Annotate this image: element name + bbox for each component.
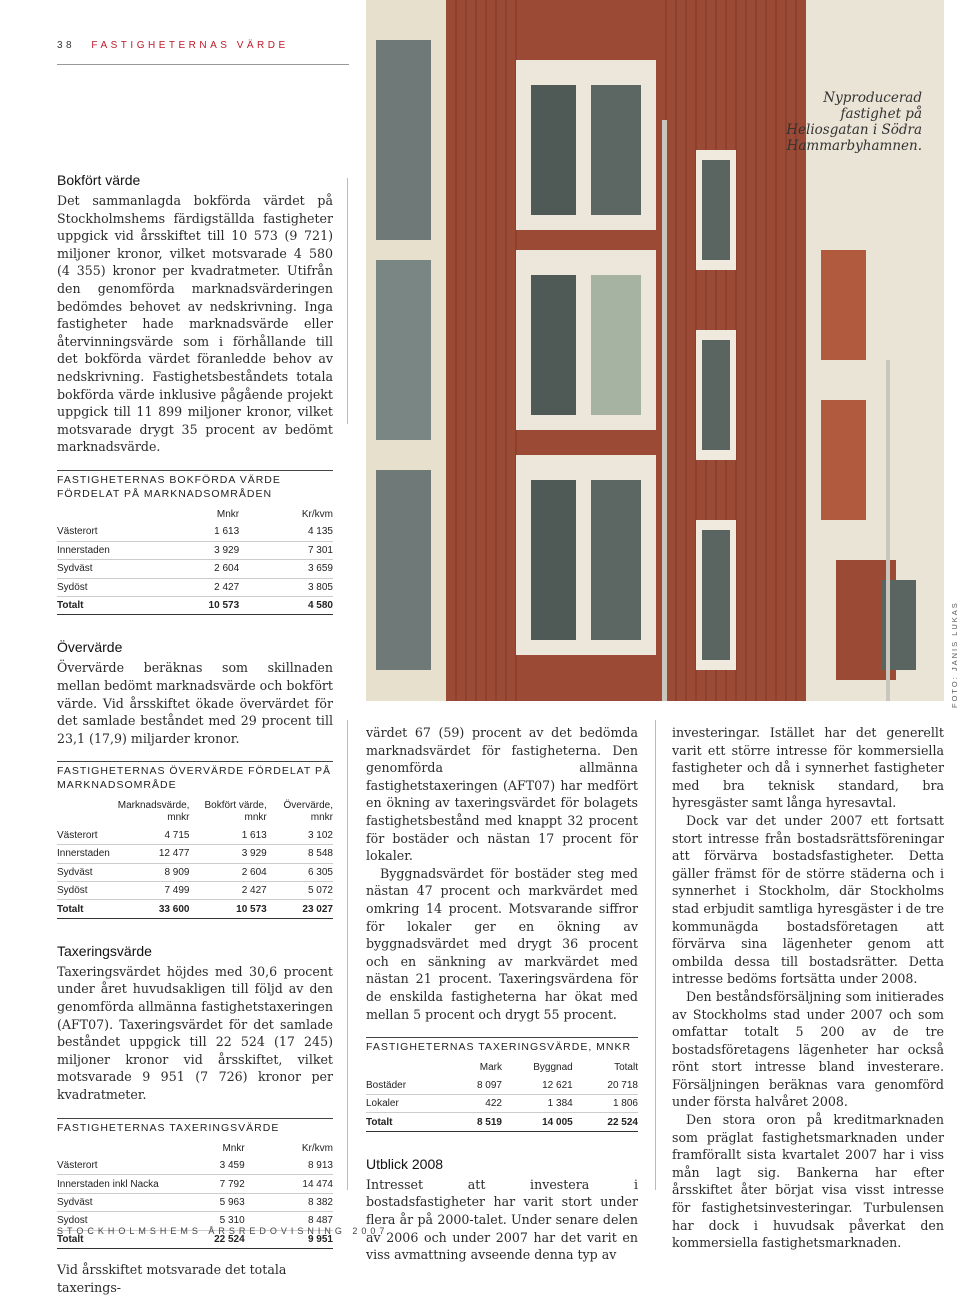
column-3 [672,724,944,1252]
paragraph: Den beståndsförsäljning som initierades av Stockholms stad under 2007 och som omfattar totalt 5 200 av de tre bostadsföretagens lägenheter har också rönt stort intresse bland investerare. Försäljningen beräknas vara genomförd under första halvåret 2008. [672,988,944,1110]
table-row: Sydöst 2 427 3 805 [57,578,333,596]
page-number: 38 [57,40,76,51]
column-header: Bokfört värde, mnkr [204,800,267,824]
paragraph-continuation: Vid årsskiftet motsvarade det totala taxerings- [57,1261,287,1295]
page-footer: STOCKHOLMSHEMS ÅRSREDOVISNING 2007 [57,1226,389,1236]
table-row: Lokaler 422 1 384 1 806 [366,1094,638,1112]
table-total-row: Totalt 33 600 10 573 23 027 [57,900,333,918]
heading-utblick: Utblick 2008 [366,1155,444,1172]
table-title: FASTIGHETERNAS TAXERINGSVÄRDE, MNKR [366,1037,638,1054]
column-header: Mnkr [222,1142,245,1154]
table-title: FASTIGHETERNAS BOKFÖRDA VÄRDE FÖRDELAT PÅ MARKNADSOMRÅDEN [57,470,333,501]
paragraph-utblick: Intresset att investera i bostadsfastigheter har varit stort under flera år på 2000-talet. Under senare delen av 2006 och under 2007 har det varit en viss avmattning avseende denna typ av [366,1176,638,1263]
table-row: Sydöst 7 499 2 427 5 072 [57,882,333,900]
table-title: FASTIGHETERNAS ÖVERVÄRDE FÖRDELAT PÅ MARKNADSOMRÅDE [57,761,333,792]
table-row: Sydväst 5 963 8 382 [57,1193,333,1211]
table-total-row: Totalt 8 519 14 005 22 524 [366,1113,638,1131]
column-header: Byggnad [533,1062,573,1074]
table-header-row [57,798,333,826]
table-row: Innerstaden inkl Nacka 7 792 14 474 [57,1175,333,1193]
table-title: FASTIGHETERNAS TAXERINGSVÄRDE [57,1118,333,1135]
column-header: Marknadsvärde, mnkr [117,800,190,824]
paragraph: investeringar. Istället har det generellt varit ett större intresse för kommersiella fastigheter och då i synnerhet fastigheter med bra teknisk standard, bra hyresgäster samt långa hyresavtal. [672,725,944,811]
column-header: Kr/kvm [301,1142,333,1154]
page-header [57,40,289,51]
section-title: FASTIGHETERNAS VÄRDE [91,40,289,51]
column-1 [57,172,333,1296]
table-row: Västerort 4 715 1 613 3 102 [57,826,333,844]
column-2 [366,724,638,1264]
paragraph-taxering: Taxeringsvärdet höjdes med 30,6 procent under året huvudsakligen till följd av den genomförda allmänna fastighetstaxeringen (AFT07). Taxeringsvärdet för det samlade beståndet uppgick till 22 524 (17 245) miljoner kronor vid årsskiftet, vilket motsvarade 9 951 (7 726) kronor per kvadratmeter. [57,963,333,1102]
table-row: Innerstaden 12 477 3 929 8 548 [57,845,333,863]
heading-overvarde: Övervärde [57,639,123,656]
table-row: Västerort 3 459 8 913 [57,1157,333,1175]
column-header: Mark [479,1062,502,1074]
table-row: Sydväst 8 909 2 604 6 305 [57,863,333,881]
column-header: Totalt [614,1062,638,1074]
photo-caption: Nyproducerad fastighet på Heliosgatan i Södra Hammarbyhamnen. [786,90,922,154]
photo-credit: FOTO: JANIS LUKAS [950,601,959,708]
paragraph: Dock var det under 2007 ett fortsatt stort intresse från bostadsrättsföreningar att förvärva bostadsfastigheter. Detta gäller främst för de större städerna och i synnerhet i Stockholm, där Stockholms stad erbjudit samtliga hyresgäster i de tre kommunägda bostadsföretagen att förvärva sina lägenheter genom att ombilda dessa till bostadsrätter. Detta intresse bedöms fortsätta under 2008. [672,812,944,987]
table-header-row [57,507,333,523]
heading-bokfort: Bokfört värde [57,172,141,188]
table-header-row [57,1141,333,1157]
table-row: Västerort 1 613 4 135 [57,523,333,541]
column-header: Övervärde, mnkr [283,800,333,824]
header-rule [57,64,349,65]
table-total-row: Totalt 10 573 4 580 [57,596,333,614]
paragraph: värdet 67 (59) procent av det bedömda marknadsvärdet för fastigheterna. Den genomförda allmänna fastighetstaxeringen (AFT07) har medfört en ökning av taxeringsvärdet för bolagets fastighetsbestånd med knappt 32 procent för bostäder och nästan 17 procent för lokaler. [366,725,638,864]
table-header-row [366,1060,638,1076]
table-taxering-typ [366,1037,638,1132]
paragraph-overvarde: Övervärde beräknas som skillnaden mellan bedömt marknadsvärde och bokfört värde. Vid årsskiftet ökade övervärdet för det samlade beståndet med 29 procent till 23,1 (17,9) miljarder kronor. [57,660,333,746]
table-total-row: Totalt 22 524 9 951 [57,1230,333,1248]
column-divider [347,720,348,1190]
building-photo [366,0,944,701]
column-header: Mnkr [216,508,240,520]
table-bokfort [57,470,333,615]
table-row: Bostäder 8 097 12 621 20 718 [366,1076,638,1094]
paragraph-bokfort: Det sammanlagda bokförda värdet på Stockholmshems färdigställda fastigheter uppgick vid årsskiftet till 10 573 (9 721) miljoner kronor, vilket motsvarade 4 580 (4 355) kronor per kvadratmeter. Utifrån den genomförda marknadsvärderingen bedömdes behovet av nedskrivning. Inga fastigheter hade marknadsvärde eller återvinningsvärde som i förhållande till det bokförda värdet föranledde behov av nedskrivning. Fastighetsbeståndets totala bokförda värde inklusive pågående projekt uppgick till 11 899 miljoner kronor, vilket motsvarade drygt 35 procent av bedömt marknadsvärde. [57,193,333,455]
column-divider [655,720,656,1190]
table-row: Sydväst 2 604 3 659 [57,560,333,578]
table-row: Sydost 5 310 8 487 [57,1212,333,1230]
table-overvarde [57,761,333,918]
heading-taxering: Taxeringsvärde [57,942,152,959]
paragraph: Den stora oron på kreditmarknaden som präglat fastighetsmarknaden under framförallt sista kvartalet 2007 har i viss mån lagt sig. Bankerna har efter årsskiftet åter börjat visa visst intresse för fastighetsinvesteringar. Turbulensen har dock i huvudsak påverkat den kommersiella fastighetsmarknaden. [672,1112,944,1251]
column-header: Kr/kvm [301,508,333,520]
table-row: Innerstaden 3 929 7 301 [57,541,333,559]
paragraph: Byggnadsvärdet för bostäder steg med nästan 47 procent och markvärdet med omkring 14 procent. Motsvarande siffror för lokaler ger en ökning av byggnadsvärdet med drygt 36 procent och en sänkning av markvärdet med nästan 21 procent. Taxeringsvärdena för de enskilda fastigheterna har ökat med mellan 5 procent och drygt 55 procent. [366,865,638,1022]
column-divider [347,178,348,424]
